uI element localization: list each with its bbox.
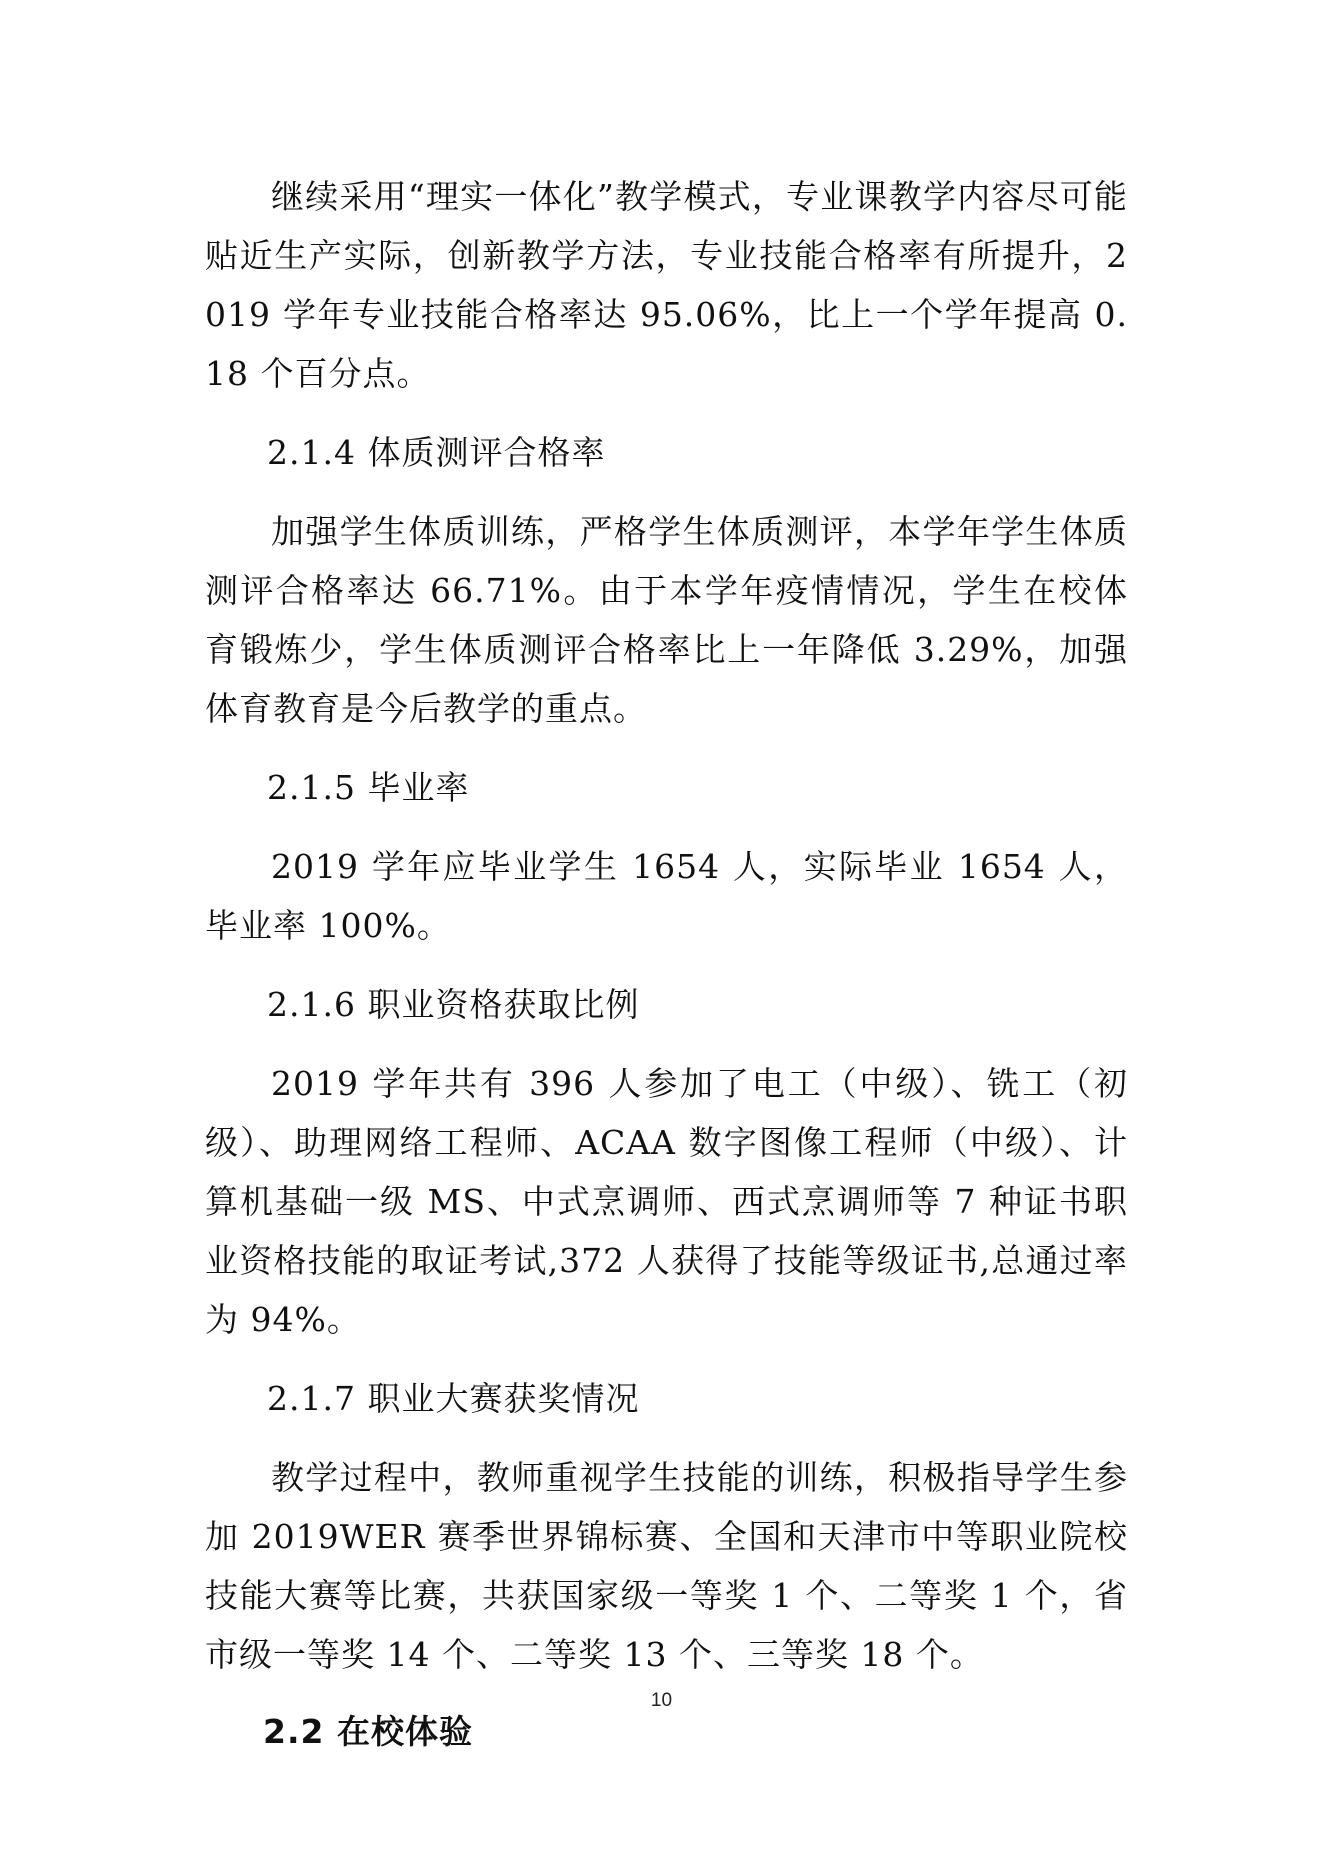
paragraph-certification: 2019 学年共有 396 人参加了电工（中级）、铣工（初级）、助理网络工程师、ACAA 数字图像工程师（中级）、计算机基础一级 MS、中式烹调师、西式烹调师等 7 种证书职业资格技能的取证考试,372 人获得了技能等级证书,总通过率为 94%。 [205, 1064, 1128, 1339]
heading-2-1-5: 2.1.5 毕业率 [267, 768, 470, 807]
heading-2-1-6: 2.1.6 职业资格获取比例 [267, 985, 640, 1024]
page-number: 10 [650, 1690, 673, 1711]
heading-2-2: 2.2 在校体验 [263, 1712, 473, 1751]
paragraph-fitness-pass-rate: 加强学生体质训练，严格学生体质测评，本学年学生体质测评合格率达 66.71%。由于本学年疫情情况，学生在校体育锻炼少，学生体质测评合格率比上一年降低 3.29%，加强体育教育是今后教学的重点。 [205, 512, 1128, 728]
heading-2-1-7: 2.1.7 职业大赛获奖情况 [267, 1379, 640, 1418]
paragraph-skill-pass-rate: 继续采用“理实一体化”教学模式，专业课教学内容尽可能贴近生产实际，创新教学方法，专业技能合格率有所提升，2019 学年专业技能合格率达 95.06%，比上一个学年提高 0.18 个百分点。 [205, 177, 1128, 393]
paragraph-graduation-rate: 2019 学年应毕业学生 1654 人，实际毕业 1654 人，毕业率 100%。 [205, 847, 1128, 945]
paragraph-competition-awards: 教学过程中，教师重视学生技能的训练，积极指导学生参加 2019WER 赛季世界锦标赛、全国和天津市中等职业院校技能大赛等比赛，共获国家级一等奖 1 个、二等奖 1 个，省市级一等奖 14 个、二等奖 13 个、三等奖 18 个。 [205, 1458, 1128, 1674]
heading-2-1-4: 2.1.4 体质测评合格率 [267, 433, 606, 472]
page-content [205, 167, 1128, 1761]
